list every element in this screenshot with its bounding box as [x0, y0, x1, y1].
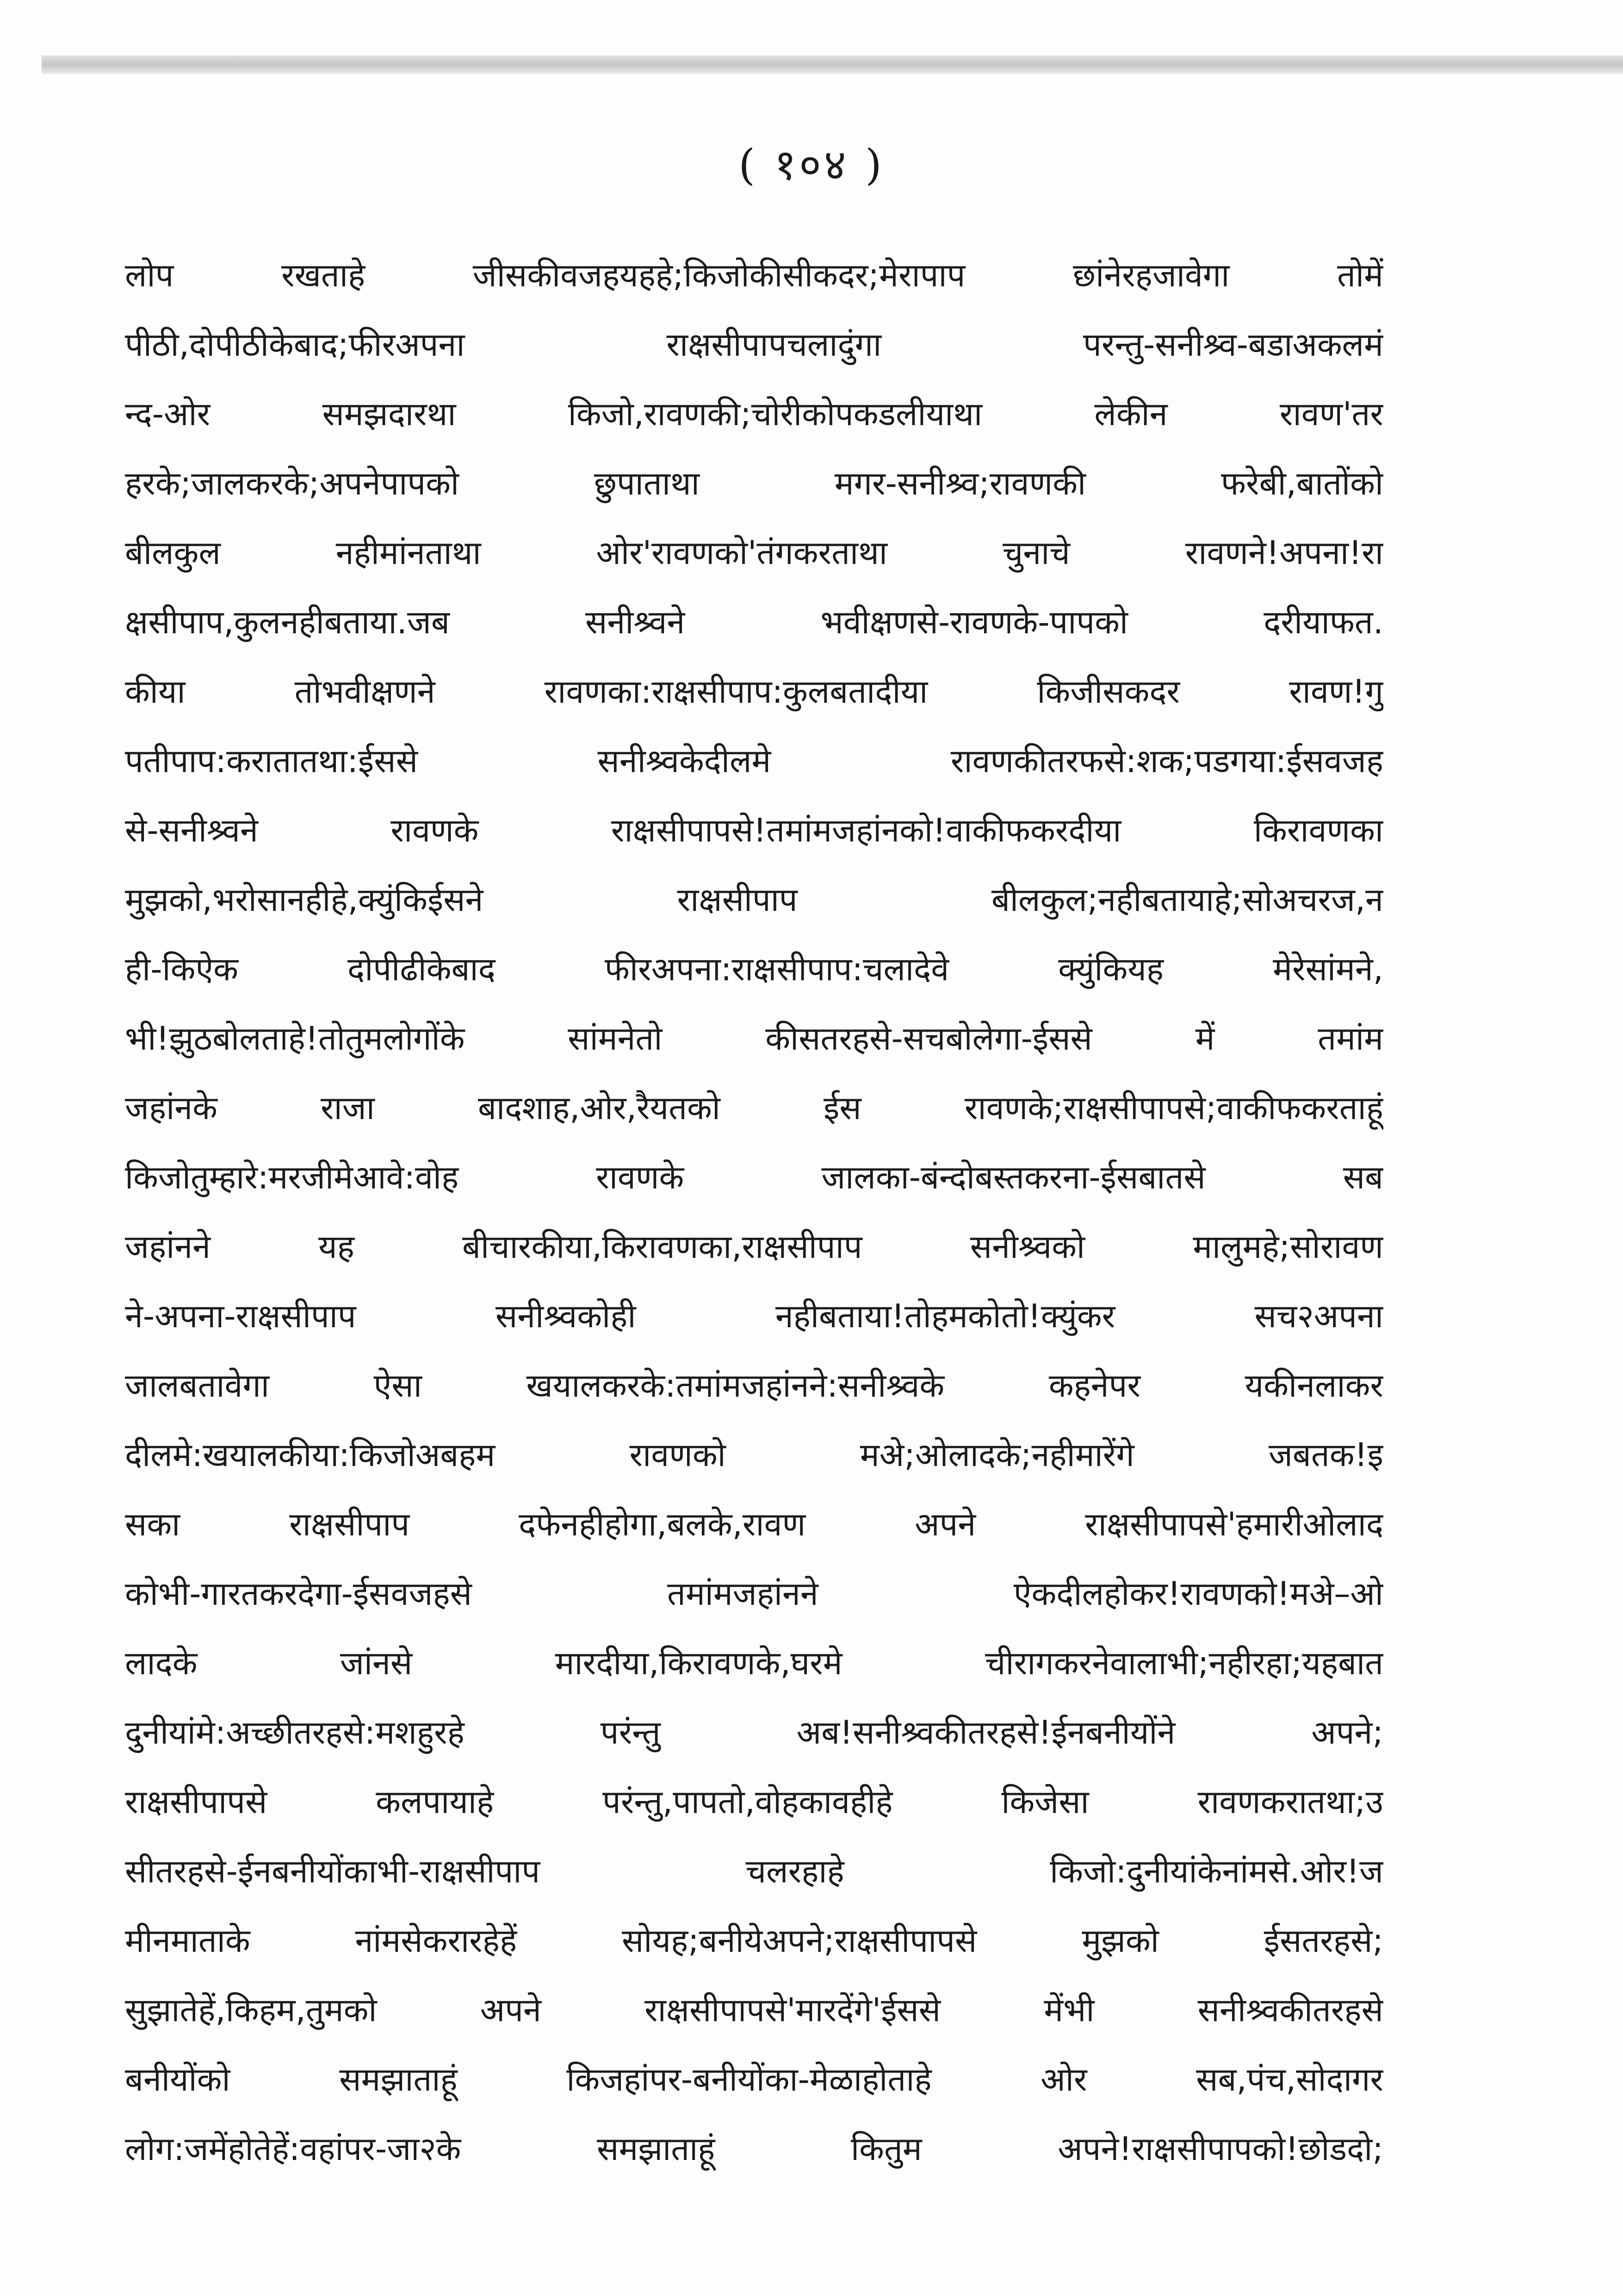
text-line: लादके जांनसे मारदीया,किरावणके,घरमे चीरागकरनेवालाभी;नहीरहा;यहबात	[125, 1644, 1383, 1682]
text-line: दीलमे:खयालकीया:किजोअबहम रावणको मअे;ओलादके;नहीमारेंगे जबतक!इ	[125, 1436, 1383, 1474]
text-line: बीलकुल नहीमांनताथा ओर'रावणको'तंगकरताथा चुनाचे रावणने!अपना!रा	[125, 534, 1383, 572]
text-line: मीनमाताके नांमसेकरारहेहें सोयह;बनीयेअपने;राक्षसीपापसे मुझको ईसतरहसे;	[125, 1922, 1383, 1960]
text-line: क्षसीपाप,कुलनहीबताया.जब सनीश्र्वने भवीक्षणसे-रावणके-पापको दरीयाफत.	[125, 603, 1383, 641]
text-line: ने-अपना-राक्षसीपाप सनीश्र्वकोही नहीबताया!तोहमकोतो!क्युंकर सच२अपना	[125, 1297, 1383, 1335]
text-line: सका राक्षसीपाप दफेनहीहोगा,बलके,रावण अपने राक्षसीपापसे'हमारीओलाद	[125, 1505, 1383, 1543]
scan-edge-shadow	[42, 56, 1623, 74]
text-line: न्द-ओर समझदारथा किजो,रावणकी;चोरीकोपकडलीयाथा लेकीन रावण'तर	[125, 395, 1383, 433]
text-line: मुझको,भरोसानहीहे,क्युंकिईसने राक्षसीपाप बीलकुल;नहीबतायाहे;सोअचरज,न	[125, 881, 1383, 919]
text-line: जालबतावेगा ऐसा खयालकरके:तमांमजहांनने:सनीश्र्वके कहनेपर यकीनलाकर	[125, 1367, 1383, 1405]
text-line: बनीयोंको समझाताहूं किजहांपर-बनीयोंका-मेळाहोताहे ओर सब,पंच,सोदागर	[125, 2061, 1383, 2098]
text-line: पतीपाप:करातातथा:ईससे सनीश्र्वकेदीलमे रावणकीतरफसे:शक;पडगया:ईसवजह	[125, 742, 1383, 780]
page-number: ( १०४ )	[738, 140, 885, 190]
text-line: हरके;जालकरके;अपनेपापको छुपाताथा मगर-सनीश्र्व;रावणकी फरेबी,बातोंको	[125, 464, 1383, 502]
text-line: जहांनके राजा बादशाह,ओर,रैयतको ईस रावणके;राक्षसीपापसे;वाकीफकरताहूं	[125, 1089, 1383, 1127]
body-text	[125, 241, 1383, 2184]
text-line: लोप रखताहे जीसकीवजहयहहे;किजोकीसीकदर;मेरापाप छांनेरहजावेगा तोमें	[125, 256, 1383, 294]
text-line: दुनीयांमे:अच्छीतरहसे:मशहुरहे परंन्तु अब!सनीश्र्वकीतरहसे!ईनबनीयोंने अपने;	[125, 1714, 1383, 1751]
text-line: जहांनने यह बीचारकीया,किरावणका,राक्षसीपाप सनीश्र्वको मालुमहे;सोरावण	[125, 1228, 1383, 1266]
text-line: सुझातेहें,किहम,तुमको अपने राक्षसीपापसे'मारदेंगे'ईससे मेंभी सनीश्र्वकीतरहसे	[125, 1991, 1383, 2029]
text-line: ही-किऐक दोपीढीकेबाद फीरअपना:राक्षसीपाप:चलादेवे क्युंकियह मेरेसांमने,	[125, 950, 1383, 988]
text-line: भी!झुठबोलताहे!तोतुमलोगोंके सांमनेतो कीसतरहसे-सचबोलेगा-ईससे में तमांम	[125, 1020, 1383, 1058]
text-line: लोग:जमेंहोतेहें:वहांपर-जा२के समझाताहूं कितुम अपने!राक्षसीपापको!छोडदो;	[125, 2130, 1383, 2168]
text-line: किजोतुम्हारे:मरजीमेआवे:वोह रावणके जालका-बंन्दोबस्तकरना-ईसबातसे सब	[125, 1158, 1383, 1196]
text-line: कोभी-गारतकरदेगा-ईसवजहसे तमांमजहांनने ऐकदीलहोकर!रावणको!मअे–ओ	[125, 1575, 1383, 1613]
text-line: राक्षसीपापसे कलपायाहे परंन्तु,पापतो,वोहकावहीहे किजेसा रावणकरातथा;उ	[125, 1783, 1383, 1821]
text-line: कीया तोभवीक्षणने रावणका:राक्षसीपाप:कुलबतादीया किजीसकदर रावण!गु	[125, 673, 1383, 711]
text-line: से-सनीश्र्वने रावणके राक्षसीपापसे!तमांमजहांनको!वाकीफकरदीया किरावणका	[125, 811, 1383, 849]
text-line: पीठी,दोपीठीकेबाद;फीरअपना राक्षसीपापचलादुंगा परन्तु-सनीश्र्व-बडाअकलमं	[125, 326, 1383, 364]
text-line: सीतरहसे-ईनबनीयोंकाभी-राक्षसीपाप चलरहाहे किजो:दुनीयांकेनांमसे.ओर!ज	[125, 1852, 1383, 1890]
